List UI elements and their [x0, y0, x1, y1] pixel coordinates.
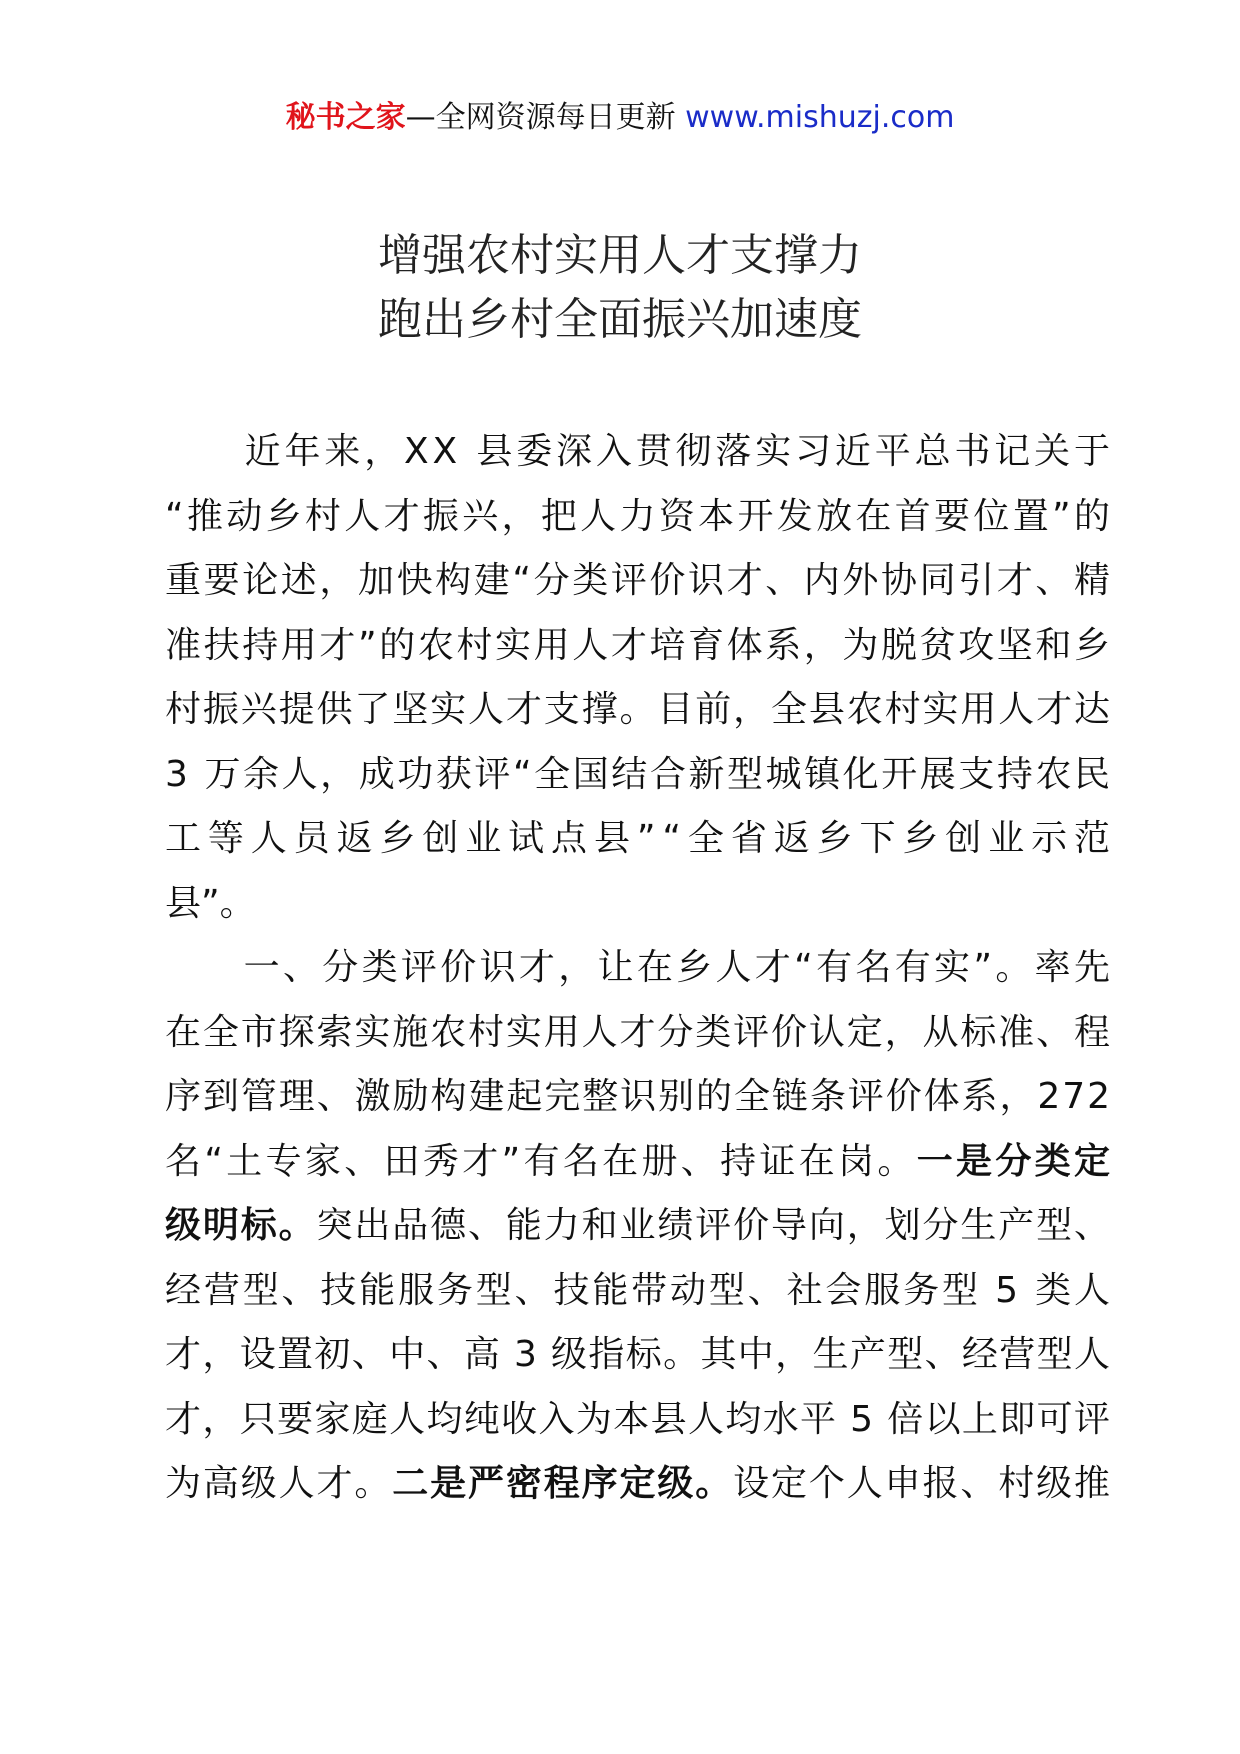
body-text: 突出品德、能力和业绩评价导向，划分生产型、 — [316, 1205, 1112, 1246]
body-text-run — [165, 1130, 1113, 1195]
body-text: 才，只要家庭人均纯收入为本县人均水平 5 倍以上即可评 — [165, 1398, 1112, 1440]
body-line — [165, 743, 1113, 808]
document-title — [0, 224, 1240, 352]
body-text: 近年来，XX 县委深入贯彻落实习近平总书记关于 — [165, 431, 1114, 472]
body-line — [165, 549, 1113, 614]
body-text: 3 万余人，成功获评“全国结合新型城镇化开展支持农民 — [165, 753, 1113, 795]
section-heading-1: 一、分类评价识才，让在乡人才“有名有实”。率先 — [165, 947, 1114, 988]
site-header — [0, 98, 1240, 138]
site-brand: 秘书之家 — [285, 100, 406, 135]
body-text-run — [165, 1194, 1112, 1259]
body-text: 县”。 — [165, 882, 256, 924]
body-text: 才，设置初、中、高 3 级指标。其中，生产型、经营型人 — [165, 1334, 1112, 1375]
body-text: 为高级人才。 — [165, 1463, 393, 1504]
bold-subheading: 级明标。 — [165, 1205, 317, 1246]
body-line — [165, 1452, 1110, 1517]
body-text: 准扶持用才”的农村实用人才培育体系，为脱贫攻坚和乡 — [165, 624, 1113, 666]
body-line — [165, 614, 1113, 679]
body-text: 在全市探索实施农村实用人才分类评价认定，从标准、程 — [165, 1011, 1112, 1053]
site-url-link[interactable]: www.mishuzj.com — [685, 100, 955, 135]
body-line — [165, 485, 1114, 550]
body-line — [165, 1259, 1113, 1324]
body-text: 经营型、技能服务型、技能带动型、社会服务型 5 类人 — [165, 1269, 1113, 1311]
body-line — [165, 420, 1114, 485]
title-line-2: 跑出乡村全面振兴加速度 — [378, 294, 862, 345]
bold-subheading: 二是严密程序定级。 — [392, 1463, 734, 1504]
body-text: 工等人员返乡创业试点县”“全省返乡下乡创业示范 — [165, 818, 1117, 859]
title-line-1: 增强农村实用人才支撑力 — [378, 230, 862, 281]
body-line — [165, 807, 1117, 872]
body-line — [165, 872, 1110, 937]
body-line — [165, 1388, 1110, 1453]
body-text: 设定个人申报、村级推 — [733, 1463, 1112, 1504]
bold-subheading: 一是分类定 — [916, 1140, 1114, 1182]
body-text: 村振兴提供了坚实人才支撑。目前，全县农村实用人才达 — [165, 689, 1112, 730]
body-line — [165, 936, 1114, 1001]
body-line — [165, 1001, 1110, 1066]
body-line — [165, 1065, 1110, 1130]
body-line — [165, 1194, 1110, 1259]
body-text: “推动乡村人才振兴，把人力资本开发放在首要位置”的 — [165, 495, 1114, 537]
body-text-run — [165, 1452, 1112, 1517]
body-text: 序到管理、激励构建起完整识别的全链条评价体系，272 — [165, 1076, 1112, 1117]
document-body — [165, 420, 1117, 1517]
body-line — [165, 1323, 1110, 1388]
body-line — [165, 1130, 1114, 1195]
body-line — [165, 678, 1110, 743]
body-text: 名“土专家、田秀才”有名在册、持证在岗。 — [165, 1140, 917, 1182]
body-text: 重要论述，加快构建“分类评价识才、内外协同引才、精 — [165, 560, 1113, 601]
site-tagline: —全网资源每日更新 — [405, 100, 676, 135]
